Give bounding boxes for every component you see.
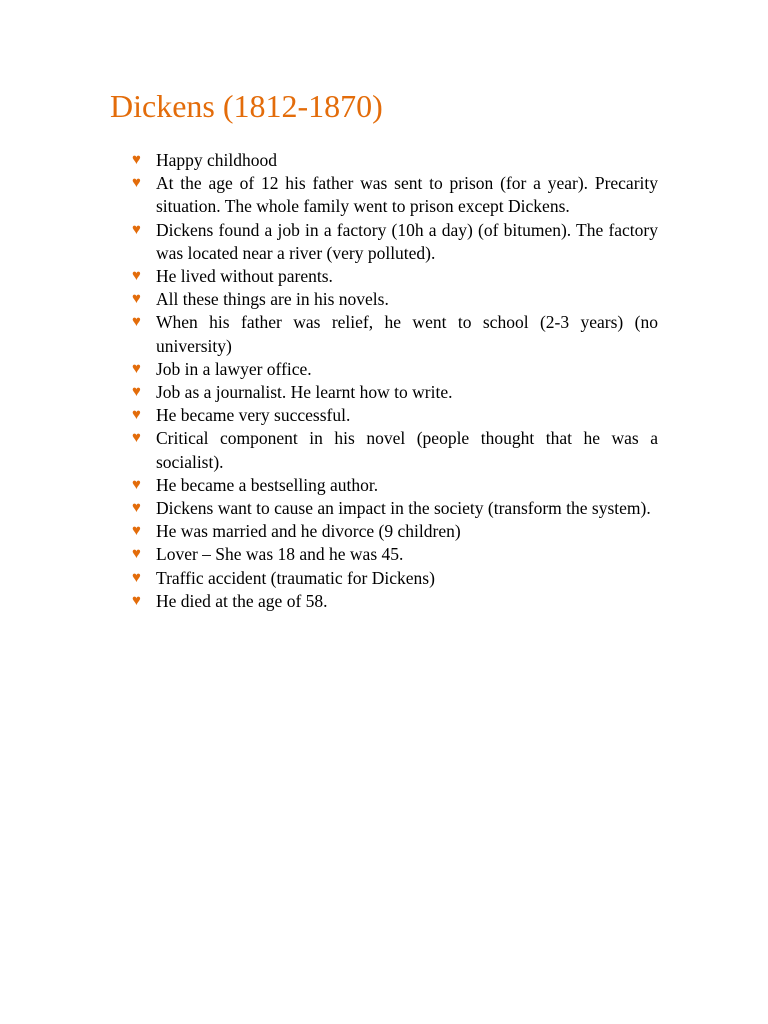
bullet-item bbox=[132, 427, 658, 473]
heart-icon: ♥ bbox=[132, 592, 141, 609]
bullet-item bbox=[132, 497, 658, 520]
bullet-item bbox=[132, 590, 658, 613]
bullet-text: He became a bestselling author. bbox=[156, 474, 379, 495]
heart-icon: ♥ bbox=[132, 500, 141, 517]
heart-icon: ♥ bbox=[132, 152, 141, 168]
bullet-text: He was married and he divorce (9 children) bbox=[156, 521, 461, 542]
bullet-item bbox=[132, 358, 658, 381]
bullet-text: Happy childhood bbox=[156, 150, 278, 170]
heart-icon: ♥ bbox=[132, 314, 141, 331]
bullet-text: Dickens want to cause an impact in the society (transform the system). bbox=[156, 498, 651, 519]
heart-icon: ♥ bbox=[132, 360, 141, 377]
heart-icon: ♥ bbox=[132, 407, 141, 424]
bullet-item bbox=[132, 520, 658, 543]
bullet-text: Job in a lawyer office. bbox=[156, 358, 312, 379]
bullet-text: Traffic accident (traumatic for Dickens) bbox=[156, 567, 435, 588]
bullet-item bbox=[132, 311, 658, 357]
bullet-text: He lived without parents. bbox=[156, 266, 333, 287]
bullet-item bbox=[132, 381, 658, 404]
bullet-text: He died at the age of 58. bbox=[156, 590, 328, 611]
heart-icon: ♥ bbox=[132, 221, 141, 238]
bullet-list bbox=[132, 149, 658, 613]
heart-icon: ♥ bbox=[132, 175, 141, 192]
bullet-text: At the age of 12 his father was sent to prison (for a year). Precarity situation. The whole family went to prison except Dickens. bbox=[156, 173, 658, 217]
bullet-item bbox=[132, 567, 658, 590]
bullet-item bbox=[132, 543, 658, 566]
heart-icon: ♥ bbox=[132, 268, 141, 285]
heart-icon: ♥ bbox=[132, 430, 141, 447]
heart-icon: ♥ bbox=[132, 384, 141, 401]
heart-icon: ♥ bbox=[132, 476, 141, 493]
heart-icon: ♥ bbox=[132, 523, 141, 540]
bullet-item bbox=[132, 149, 658, 172]
heart-icon: ♥ bbox=[132, 546, 141, 563]
page-title: Dickens (1812-1870) bbox=[110, 88, 383, 124]
bullet-item bbox=[132, 219, 658, 265]
bullet-item bbox=[132, 404, 658, 427]
bullet-item bbox=[132, 172, 658, 218]
bullet-text: All these things are in his novels. bbox=[156, 289, 389, 310]
bullet-item bbox=[132, 474, 658, 497]
bullet-text: When his father was relief, he went to school (2-3 years) (no university) bbox=[156, 312, 658, 356]
heart-icon: ♥ bbox=[132, 569, 141, 586]
bullet-text: Critical component in his novel (people thought that he was a socialist). bbox=[156, 428, 658, 472]
bullet-text: Dickens found a job in a factory (10h a day) (of bitumen). The factory was located near a river (very polluted). bbox=[156, 219, 658, 263]
bullet-text: Job as a journalist. He learnt how to write. bbox=[156, 382, 453, 403]
bullet-text: He became very successful. bbox=[156, 405, 351, 426]
heart-icon: ♥ bbox=[132, 291, 141, 308]
bullet-text: Lover – She was 18 and he was 45. bbox=[156, 544, 404, 565]
bullet-item bbox=[132, 265, 658, 288]
bullet-item bbox=[132, 288, 658, 311]
